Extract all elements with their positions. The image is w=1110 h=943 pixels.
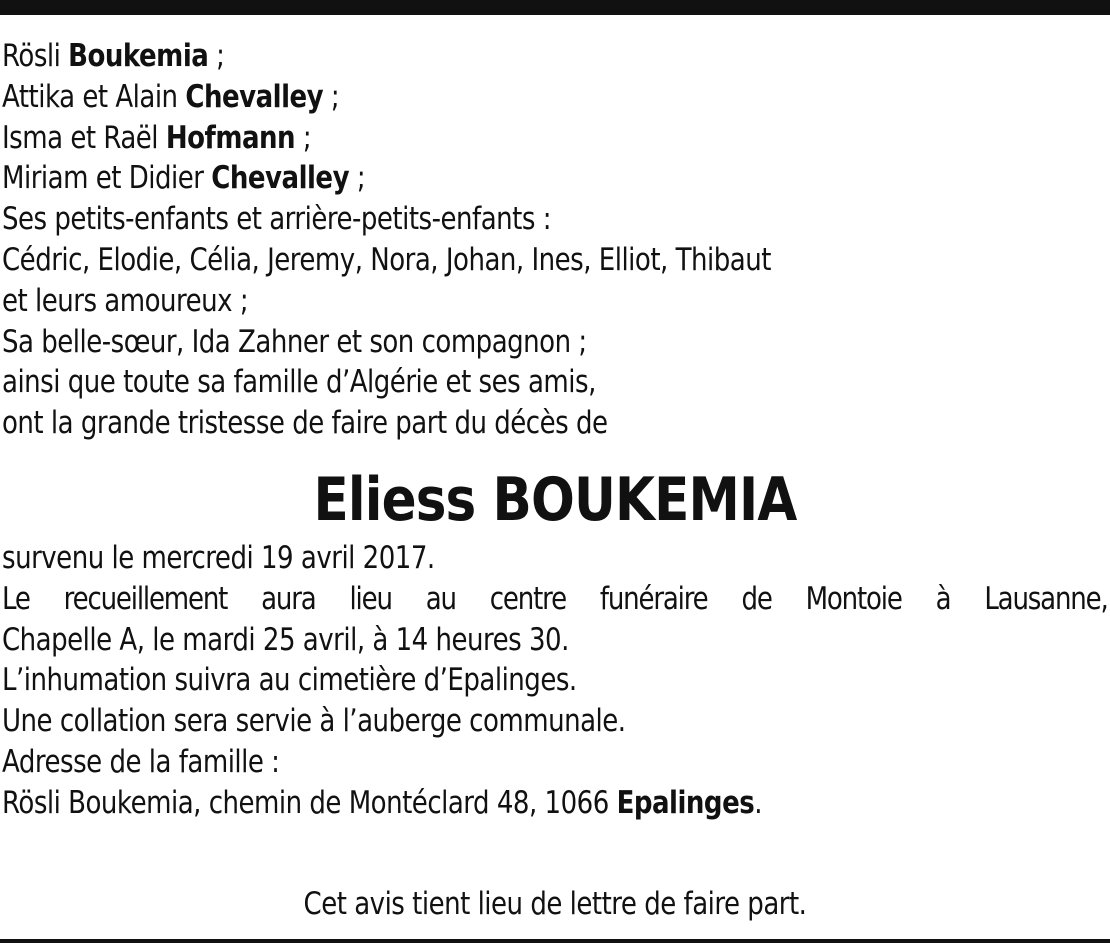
death-date: survenu le mercredi 19 avril 2017.: [2, 539, 435, 576]
relatives-line-4: Sa belle-sœur, Ida Zahner et son compagnon ;: [2, 323, 587, 360]
family-line-1-names: Rösli: [2, 38, 69, 74]
relatives-line-2: Cédric, Elodie, Célia, Jeremy, Nora, Johan, Ines, Elliot, Thibaut: [2, 241, 771, 278]
family-line-4: [2, 158, 931, 199]
relatives-line-3: et leurs amoureux ;: [2, 282, 249, 319]
ceremony-line-2: Chapelle A, le mardi 25 avril, à 14 heures 30.: [2, 621, 569, 658]
top-border-rule: [0, 0, 1110, 15]
family-line-4-suffix: ;: [349, 160, 366, 197]
family-line-1-surname: Boukemia: [68, 38, 209, 74]
family-line-4-names: Miriam et Didier: [2, 160, 212, 197]
address-label: Adresse de la famille :: [2, 743, 280, 780]
family-line-3: [2, 118, 931, 159]
closing-statement: Cet avis tient lieu de lettre de faire part.: [303, 886, 807, 922]
address-line: [2, 783, 931, 824]
family-line-1-suffix: ;: [208, 38, 225, 74]
burial-line: L’inhumation suivra au cimetière d’Epalinges.: [2, 662, 577, 699]
family-line-1: [2, 36, 931, 77]
bottom-border-rule: [0, 939, 1110, 943]
deceased-name: Eliess BOUKEMIA: [313, 464, 797, 535]
family-line-3-surname: Hofmann: [165, 119, 296, 156]
relatives-line-5: ainsi que toute sa famille d’Algérie et ses amis,: [2, 364, 596, 401]
ceremony-line-1: [2, 579, 1108, 620]
family-line-4-surname: Chevalley: [211, 160, 350, 197]
family-line-2: [2, 77, 931, 118]
address-locality: Epalinges: [616, 784, 755, 821]
relatives-line-1: Ses petits-enfants et arrière-petits-enfants :: [2, 201, 551, 238]
family-line-3-names: Isma et Raël: [2, 119, 166, 156]
family-line-2-surname: Chevalley: [185, 78, 324, 115]
family-line-2-names: Attika et Alain: [2, 78, 186, 115]
ceremony-line-1-text: Le recueillement aura lieu au centre funéraire de Montoie à Lausanne,: [2, 580, 1108, 617]
relatives-line-6: ont la grande tristesse de faire part du décès de: [2, 405, 608, 442]
reception-line: Une collation sera servie à l’auberge communale.: [2, 703, 626, 740]
address-text: Rösli Boukemia, chemin de Montéclard 48, 1066: [2, 784, 617, 821]
death-notice: [2, 36, 1108, 824]
address-suffix: .: [754, 784, 763, 821]
family-line-3-suffix: ;: [295, 119, 312, 156]
family-line-2-suffix: ;: [323, 78, 340, 115]
